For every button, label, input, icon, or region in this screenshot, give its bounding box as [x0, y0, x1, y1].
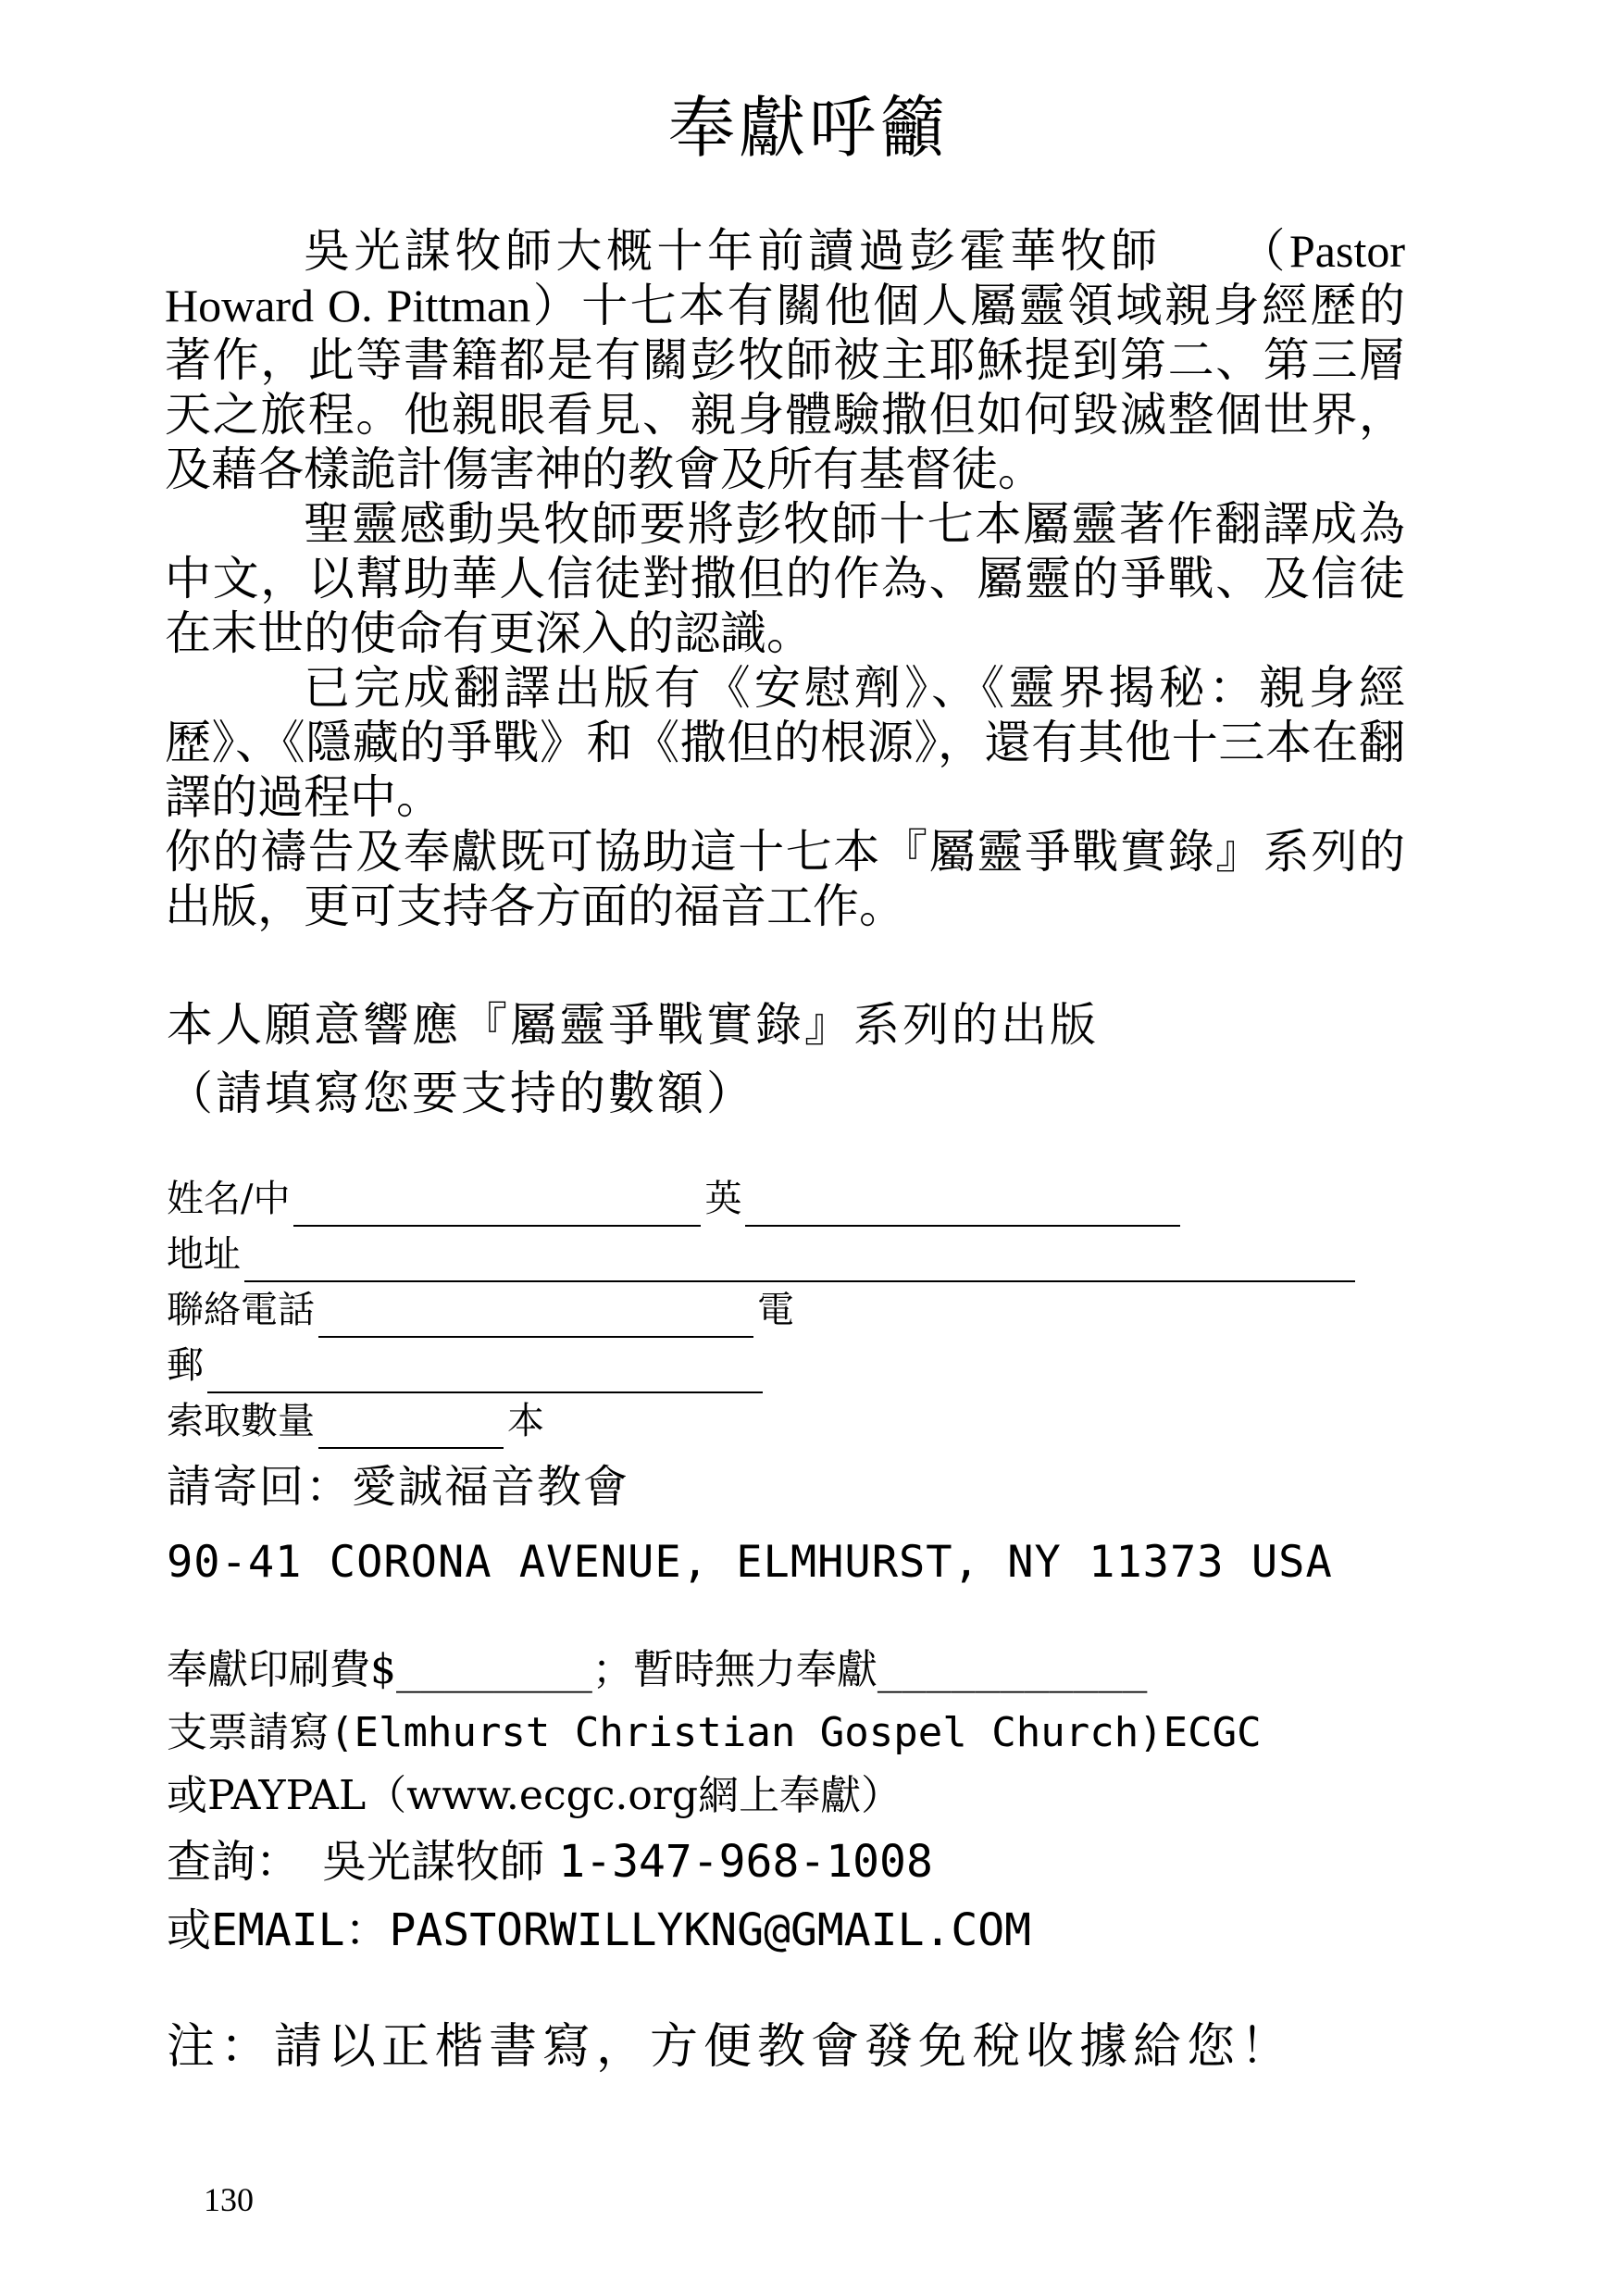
- paypal-row: [167, 1765, 1262, 1828]
- phone-field[interactable]: [318, 1295, 753, 1338]
- response-line-2: （請填寫您要支持的數額）: [167, 1067, 755, 1120]
- phone-row: [167, 1282, 1444, 1338]
- cheque-row: [167, 1702, 1262, 1765]
- address-field[interactable]: [244, 1240, 1355, 1282]
- page-number: 130: [204, 2181, 254, 2218]
- name-row: [167, 1171, 1444, 1227]
- inquiry-phone: 1-347-968-1008: [558, 1836, 933, 1888]
- unable-label: 暫時無力奉獻: [632, 1646, 877, 1693]
- email-row: [167, 1338, 1444, 1393]
- intro-text-1b: ）十七本有關他個人屬靈領域親身經歷的著作，此等書籍都是有關彭牧師被主耶穌提到第二、第三層天之旅程。他親眼看見、親身體驗撒但如何毀滅整個世界，及藉各樣詭計傷害神的教會及所有基督徒。: [165, 279, 1406, 496]
- cheque-payee: (Elmhurst Christian Gospel Church)ECGC: [330, 1709, 1262, 1756]
- address-row: [167, 1227, 1444, 1282]
- mailing-section: [167, 1449, 1333, 1601]
- english-name-label: 英: [704, 1178, 742, 1220]
- paypal-prefix: 或: [167, 1772, 207, 1819]
- intro-paragraph-3: 已完成翻譯出版有《安慰劑》、《靈界揭秘：親身經歷》、《隱藏的爭戰》和《撒但的根源》，還有其他十三本在翻譯的過程中。: [165, 661, 1405, 824]
- quantity-label: 索取數量: [167, 1400, 315, 1442]
- name-label: 姓名/中: [167, 1178, 291, 1220]
- separator: ；: [591, 1646, 633, 1693]
- email-contact-row: [167, 1896, 1262, 1965]
- intro-section: [165, 224, 1405, 934]
- intro-paragraph-4: 你的禱告及奉獻既可協助這十七本『屬靈爭戰實錄』系列的出版，更可支持各方面的福音工作。: [165, 825, 1405, 933]
- phone-label: 聯絡電話: [167, 1289, 315, 1331]
- email-label-part-1: 電: [757, 1289, 794, 1331]
- paypal-suffix: 網上奉獻）: [698, 1772, 902, 1819]
- response-section: [167, 991, 1099, 1128]
- email-contact-prefix: 或: [167, 1904, 212, 1956]
- inquiry-row: [167, 1828, 1262, 1896]
- paypal-text: PAYPAL（www.ecgc.org: [207, 1772, 699, 1819]
- email-contact-text: EMAIL：PASTORWILLYKNG@GMAIL.COM: [211, 1904, 1032, 1956]
- page-title: 奉獻呼籲: [667, 89, 950, 167]
- quantity-field[interactable]: [318, 1406, 504, 1449]
- unable-field[interactable]: ___________: [877, 1646, 1148, 1693]
- intro-text-1a: 吳光謀牧師大概十年前讀過彭霍華牧師 （: [304, 224, 1289, 278]
- intro-paragraph-2: 聖靈感動吳牧師要將彭牧師十七本屬靈著作翻譯成為中文，以幫助華人信徒對撒但的作為、屬靈的爭戰、及信徒在末世的使命有更深入的認識。: [165, 497, 1405, 660]
- note-text: 注：請以正楷書寫，方便教會發免稅收據給您！: [167, 2019, 1295, 2075]
- address-label: 地址: [167, 1233, 241, 1276]
- send-to-label: 請寄回：愛誠福音教會: [167, 1461, 630, 1513]
- email-field[interactable]: [207, 1351, 763, 1393]
- response-line-1: 本人願意響應『屬靈爭戰實錄』系列的出版: [167, 998, 1099, 1052]
- print-fee-field[interactable]: ________: [396, 1646, 592, 1693]
- cheque-label: 支票請寫: [167, 1709, 330, 1756]
- english-name-field[interactable]: [745, 1184, 1180, 1227]
- intro-paragraph-1: [165, 224, 1405, 497]
- mailing-address: 90-41 CORONA AVENUE, ELMHURST, NY 11373 USA: [167, 1537, 1333, 1588]
- quantity-unit: 本: [507, 1400, 544, 1442]
- intro-latin-name: Pastor Howard O. Pittman: [165, 225, 1405, 331]
- chinese-name-field[interactable]: [293, 1184, 701, 1227]
- contribution-section: [167, 1639, 1262, 1965]
- inquiry-label: 查詢： 吳光謀牧師: [167, 1836, 559, 1888]
- reply-form: [167, 1171, 1444, 1449]
- print-fee-label: 奉獻印刷費$: [167, 1646, 396, 1693]
- email-label-part-2: 郵: [167, 1344, 204, 1387]
- quantity-row: [167, 1393, 1444, 1449]
- print-fee-row: [167, 1639, 1262, 1702]
